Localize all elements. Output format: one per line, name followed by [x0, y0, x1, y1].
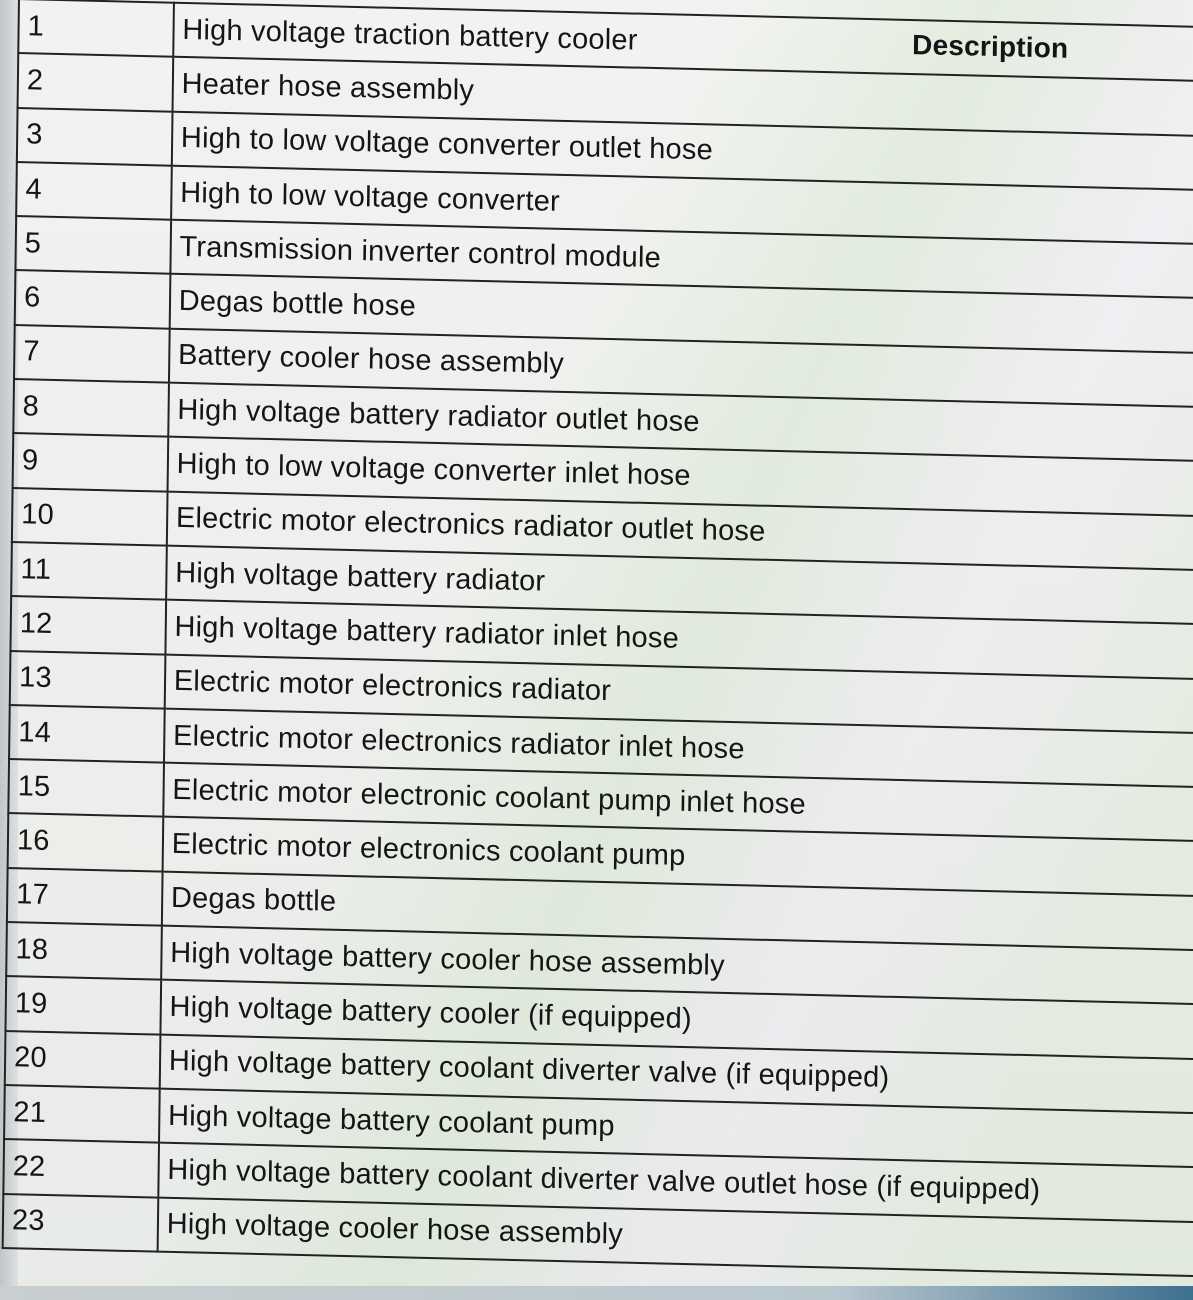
- row-number: 20: [5, 1031, 160, 1089]
- row-description: High voltage battery cooler (if equipped): [160, 980, 1193, 1059]
- row-description: Electric motor electronics radiator inlet hose: [164, 709, 1193, 788]
- row-description: High voltage battery radiator inlet hose: [165, 600, 1193, 679]
- row-description: High to low voltage converter: [171, 166, 1193, 245]
- row-description: High voltage battery radiator outlet hose: [168, 383, 1193, 462]
- screen-bottom-edge: [0, 1286, 1193, 1300]
- row-description: High voltage battery coolant diverter valve (if equipped): [159, 1034, 1193, 1113]
- row-description: High voltage cooler hose assembly: [157, 1197, 1193, 1276]
- row-number: 16: [8, 813, 163, 871]
- row-description: Electric motor electronics coolant pump: [162, 817, 1193, 896]
- row-description: Transmission inverter control module: [170, 220, 1193, 299]
- row-number: 3: [17, 108, 172, 166]
- row-number: 7: [14, 325, 169, 383]
- row-number: 13: [10, 651, 165, 709]
- row-description: High voltage traction battery cooler: [182, 13, 638, 57]
- row-description: High voltage battery cooler hose assembly: [161, 926, 1193, 1005]
- row-description: High voltage battery coolant diverter valve outlet hose (if equipped): [158, 1143, 1193, 1222]
- row-number: 4: [16, 162, 171, 220]
- row-number: 2: [18, 53, 173, 111]
- row-description: Electric motor electronics radiator: [164, 654, 1193, 733]
- row-number: 21: [4, 1085, 159, 1143]
- row-number: 1: [18, 0, 173, 57]
- description-column-header: Description: [911, 29, 1069, 64]
- row-number: 5: [15, 216, 170, 274]
- row-number: 12: [10, 596, 165, 654]
- row-number: 8: [13, 379, 168, 437]
- row-number: 9: [13, 433, 168, 491]
- row-number: 23: [3, 1194, 158, 1252]
- row-description: High voltage battery radiator: [166, 546, 1193, 625]
- row-number: 19: [5, 976, 160, 1034]
- row-number: 18: [6, 922, 161, 980]
- row-description: High to low voltage converter outlet hose: [172, 111, 1193, 190]
- parts-table-body: [3, 0, 1193, 1276]
- row-description: High to low voltage converter inlet hose: [167, 437, 1193, 516]
- row-number: 6: [15, 270, 170, 328]
- row-description: Degas bottle hose: [169, 274, 1193, 353]
- row-number: 14: [9, 705, 164, 763]
- row-description: Electric motor electronic coolant pump inlet hose: [163, 763, 1193, 842]
- row-description: Degas bottle: [162, 871, 1193, 950]
- row-number: 10: [12, 488, 167, 546]
- row-number: 11: [11, 542, 166, 600]
- row-number: 17: [7, 868, 162, 926]
- row-description: Battery cooler hose assembly: [169, 328, 1193, 407]
- row-number: 22: [3, 1139, 158, 1197]
- row-description: High voltage battery coolant pump: [159, 1089, 1193, 1168]
- row-number: 15: [8, 759, 163, 817]
- row-description: Heater hose assembly: [172, 57, 1193, 136]
- row-description: Electric motor electronics radiator outlet hose: [167, 491, 1193, 570]
- parts-table: [2, 0, 1193, 1277]
